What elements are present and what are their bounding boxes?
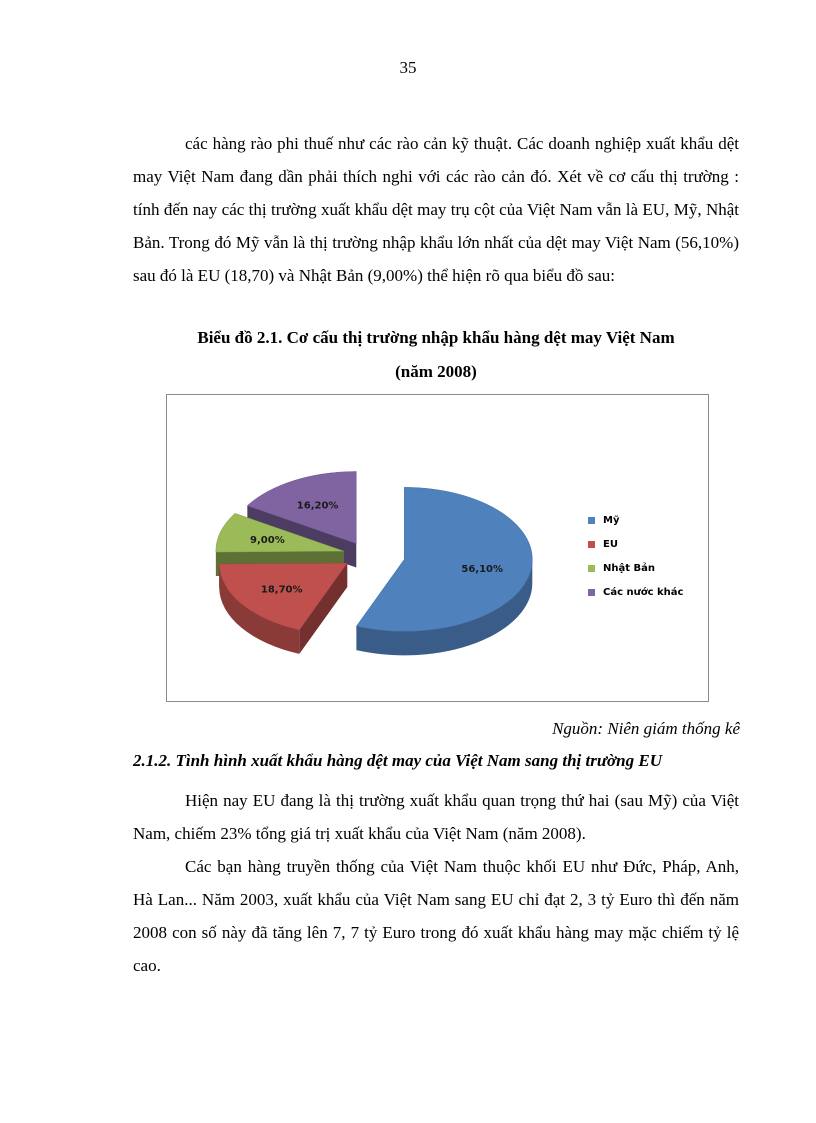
chart-caption-year: (năm 2008) xyxy=(395,362,477,381)
legend-swatch-2 xyxy=(588,565,595,572)
legend-label-1: EU xyxy=(603,538,618,550)
legend-item-1 xyxy=(588,532,683,556)
pie-chart xyxy=(166,394,709,702)
legend-label-0: Mỹ xyxy=(603,514,620,526)
section-heading: 2.1.2. Tình hình xuất khẩu hàng dệt may của Việt Nam sang thị trường EU xyxy=(133,751,662,770)
page-number: 35 xyxy=(399,58,417,77)
paragraph-eu-partners: Các bạn hàng truyền thống của Việt Nam thuộc khối EU như Đức, Pháp, Anh, Hà Lan... Năm 2003, xuất khẩu của Việt Nam sang EU chỉ đạt 2, 3 tỷ Euro thì đến năm 2008 con số này đã tăng lên 7, 7 tỷ Euro trong đó xuất khẩu hàng may mặc chiếm tỷ lệ cao. xyxy=(133,857,739,975)
legend-item-3 xyxy=(588,580,683,604)
legend-item-2 xyxy=(588,556,683,580)
paragraph-market-structure: các hàng rào phi thuế như các rào cản kỹ thuật. Các doanh nghiệp xuất khẩu dệt may Việt Nam đang dần phải thích nghi với các rào cản đó. Xét về cơ cấu thị trường : tính đến nay các thị trường xuất khẩu dệt may trụ cột của Việt Nam vẫn là EU, Mỹ, Nhật Bản. Trong đó Mỹ vẫn là thị trường nhập khẩu lớn nhất của dệt may Việt Nam (56,10%) sau đó là EU (18,70) và Nhật Bản (9,00%) thể hiện rõ qua biểu đồ sau: xyxy=(133,134,739,285)
legend-item-0 xyxy=(588,508,683,532)
pie-data-label-0: 56,10% xyxy=(461,563,504,575)
pie-data-label-1: 18,70% xyxy=(260,584,303,596)
chart-legend xyxy=(588,508,683,604)
pie-data-label-2: 9,00% xyxy=(250,535,285,547)
legend-swatch-3 xyxy=(588,589,595,596)
source-note: Nguồn: Niên giám thống kê xyxy=(552,719,740,738)
legend-label-2: Nhật Bản xyxy=(603,562,655,574)
pie-data-label-3: 16,20% xyxy=(296,500,339,512)
chart-caption-title: Biểu đồ 2.1. Cơ cấu thị trường nhập khẩu hàng dệt may Việt Nam xyxy=(197,328,675,347)
legend-swatch-1 xyxy=(588,541,595,548)
paragraph-eu-market: Hiện nay EU đang là thị trường xuất khẩu quan trọng thứ hai (sau Mỹ) của Việt Nam, chiếm 23% tổng giá trị xuất khẩu của Việt Nam (năm 2008). xyxy=(133,791,739,843)
legend-label-3: Các nước khác xyxy=(603,586,684,598)
legend-swatch-0 xyxy=(588,517,595,524)
